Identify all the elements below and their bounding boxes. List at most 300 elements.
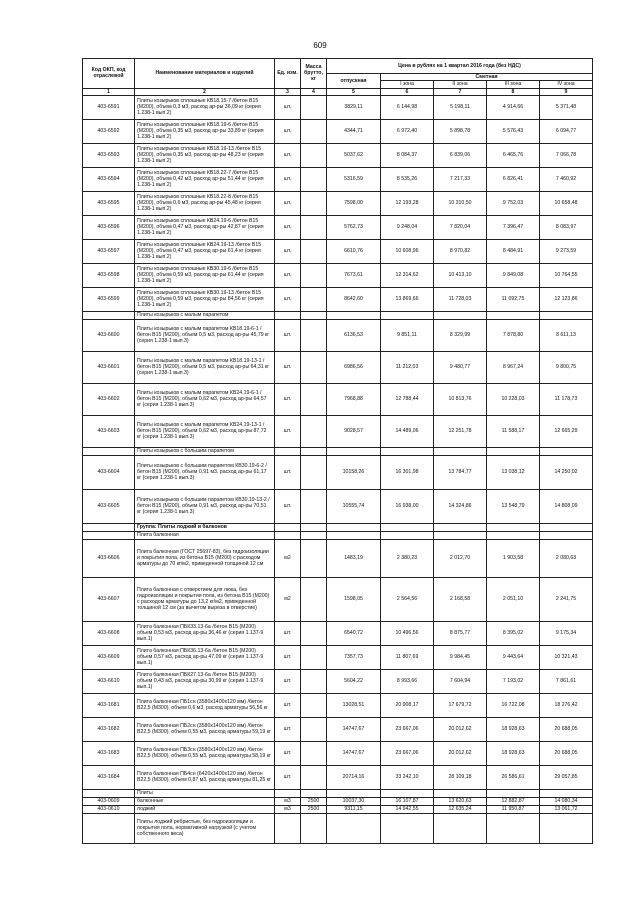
table-row [83, 95, 593, 119]
cell-zone-4-price: 10 764,55 [540, 263, 593, 287]
cell-zone-2-price: 6 839,06 [434, 143, 487, 167]
cell-zone-3-price: 13 038,12 [487, 455, 540, 489]
cell-zone-4-price: 5 371,48 [540, 95, 593, 119]
cell-unit: шт. [275, 621, 301, 645]
cell-empty [487, 447, 540, 455]
cell-mass [301, 447, 327, 455]
cell-zone-1-price: 9 248,04 [381, 215, 434, 239]
cell-release-price: 1598,05 [327, 577, 381, 621]
cell-zone-2-price: 12 635,24 [434, 805, 487, 813]
cell-code: 403-0610 [83, 805, 135, 813]
cell-unit: шт. [275, 239, 301, 263]
cell-unit: шт. [275, 717, 301, 741]
col-number: 1 [83, 88, 135, 95]
cell-zone-1-price: 12 788,44 [381, 383, 434, 415]
table-row [83, 805, 593, 813]
cell-mass [301, 669, 327, 693]
cell-zone-2-price: 8 970,82 [434, 239, 487, 263]
cell-zone-4-price: 12 123,86 [540, 287, 593, 311]
cell-code [83, 789, 135, 797]
cell-unit: шт. [275, 95, 301, 119]
cell-zone-3-price: 6 826,41 [487, 167, 540, 191]
table-row [83, 383, 593, 415]
cell-name: Плиты козырьков сплошные КВ18.22-8 /бетон В15 (М200), объем 0,6 м3, расход ар-ры 45,48 кг (серия 1.238-1 вып.2) [135, 191, 275, 215]
cell-zone-1-price: 2 564,56 [381, 577, 434, 621]
cell-release-price: 6986,56 [327, 351, 381, 383]
cell-unit: шт. [275, 383, 301, 415]
cell-unit: шт. [275, 319, 301, 351]
cell-mass [301, 693, 327, 717]
cell-code: 403-6608 [83, 621, 135, 645]
cell-zone-1-price: 20 908,17 [381, 693, 434, 717]
cell-zone-4-price: 9 175,34 [540, 621, 593, 645]
cell-zone-2-price: 9 984,45 [434, 645, 487, 669]
cell-name: Плита балконная ПБК36.13-6а /бетон В15 (М200) объем 0,57 м3, расход ар-ры 47,09 кг (серия 1.137-9 вып.1) [135, 645, 275, 669]
cell-code [83, 311, 135, 319]
cell-name: Плиты козырьков сплошные КВ18.19-6 /бетон В15 (М200), объем 0,35 м3, расход ар-ры 33,89 кг (серия 1.238-1 вып.2) [135, 119, 275, 143]
cell-unit: шт. [275, 765, 301, 789]
cell-zone-1-price: 13 869,66 [381, 287, 434, 311]
cell-zone-1-price: 8 535,26 [381, 167, 434, 191]
cell-mass [301, 621, 327, 645]
cell-release-price: 1483,19 [327, 539, 381, 577]
subgroup-title: Плита балконная [135, 531, 275, 539]
cell-code: 403-0609 [83, 797, 135, 805]
cell-name: лоджий [135, 805, 275, 813]
cell-unit [275, 813, 301, 843]
cell-empty [434, 531, 487, 539]
cell-code: 403-6596 [83, 215, 135, 239]
cell-zone-4-price: 13 061,72 [540, 805, 593, 813]
header-name: Наименование материалов и изделий [135, 59, 275, 89]
cell-mass [301, 415, 327, 447]
cell-zone-4-price: 9 800,75 [540, 351, 593, 383]
cell-name: Плита балконная ПБ1сн (3580х1400х120 мм) /бетон В22,5 (М300), объем 0,6 м3, расход арматуры 56,56 кг [135, 693, 275, 717]
cell-code: 403-6604 [83, 455, 135, 489]
cell-release-price: 6610,76 [327, 239, 381, 263]
cell-zone-1-price: 11 212,03 [381, 351, 434, 383]
cell-code [83, 447, 135, 455]
cell-zone-4-price: 14 080,34 [540, 797, 593, 805]
cell-mass [301, 191, 327, 215]
cell-zone-1-price: 16 938,00 [381, 489, 434, 523]
cell-empty [540, 789, 593, 797]
cell-mass [301, 263, 327, 287]
header-mass: Масса брутто, кг [301, 59, 327, 89]
table-row [83, 239, 593, 263]
cell-unit [275, 789, 301, 797]
cell-mass [301, 215, 327, 239]
header-price: Цена в рублях на 1 квартал 2016 года (без НДС) [327, 59, 593, 74]
cell-release-price: 10037,30 [327, 797, 381, 805]
cell-zone-3-price: 18 928,63 [487, 741, 540, 765]
cell-zone-4-price: 11 178,73 [540, 383, 593, 415]
cell-zone-1-price: 23 667,06 [381, 741, 434, 765]
cell-release-price: 9311,15 [327, 805, 381, 813]
cell-zone-2-price: 7 820,04 [434, 215, 487, 239]
cell-zone-4-price: 2 241,75 [540, 577, 593, 621]
table-row [83, 191, 593, 215]
cell-zone-4-price [540, 813, 593, 843]
subgroup-title: Плиты козырьков с большим парапетом [135, 447, 275, 455]
cell-zone-2-price: 2 168,58 [434, 577, 487, 621]
cell-code: 403-6607 [83, 577, 135, 621]
cell-zone-4-price: 20 688,05 [540, 717, 593, 741]
table-row [83, 287, 593, 311]
cell-mass [301, 143, 327, 167]
table-row [83, 669, 593, 693]
cell-release-price: 6136,53 [327, 319, 381, 351]
cell-zone-3-price: 7 878,80 [487, 319, 540, 351]
cell-name: Плиты козырьков с малым парапетом КВ24.19-6-1 /бетон В15 (М200), объем 0,62 м3, расход ар-ры 64,57 кг (серия 1.238-1 вып.3) [135, 383, 275, 415]
cell-zone-2-price: 5 898,78 [434, 119, 487, 143]
cell-unit: шт. [275, 143, 301, 167]
col-number: 6 [381, 88, 434, 95]
cell-zone-1-price: 16 301,98 [381, 455, 434, 489]
group-title: Группа: Плиты лоджий и балконов [135, 523, 275, 531]
cell-unit: шт. [275, 693, 301, 717]
cell-zone-3-price: 18 928,63 [487, 717, 540, 741]
cell-mass: 2500 [301, 797, 327, 805]
cell-zone-1-price: 33 242,10 [381, 765, 434, 789]
cell-mass [301, 95, 327, 119]
cell-zone-3-price: 5 576,43 [487, 119, 540, 143]
cell-name: Плиты козырьков сплошные КВ18.19-13 /бетон В15 (М200), объем 0,35 м3, расход ар-ры 48,23 кг (серия 1.238-1 вып.2) [135, 143, 275, 167]
cell-empty [487, 531, 540, 539]
cell-zone-3-price: 8 484,91 [487, 239, 540, 263]
subgroup-row [83, 447, 593, 455]
cell-zone-1-price: 12 314,62 [381, 263, 434, 287]
cell-name: Плиты козырьков с малым парапетом КВ24.19-13-1 /бетон В15 (М200), объем 0,62 м3, расход ар-ры 87,72 кг (серия 1.238-1 вып.3) [135, 415, 275, 447]
table-row [83, 577, 593, 621]
cell-release-price: 7968,88 [327, 383, 381, 415]
cell-empty [327, 523, 381, 531]
cell-mass [301, 489, 327, 523]
cell-zone-3-price: 6 465,76 [487, 143, 540, 167]
cell-code: 403-1683 [83, 741, 135, 765]
cell-code: 403-6597 [83, 239, 135, 263]
cell-unit: шт. [275, 455, 301, 489]
col-number: 8 [487, 88, 540, 95]
cell-name: Плита балконная ПБ2сн (3580х1400х120 мм) /бетон В22,5 (М300), объем 0,55 м3, расход арматуры 59,19 кг [135, 717, 275, 741]
group-row [83, 523, 593, 531]
subgroup-row [83, 531, 593, 539]
cell-mass [301, 523, 327, 531]
cell-name: Плиты козырьков с малым парапетом КВ18.19-13-1 /бетон В15 (М200), объем 0,5 м3, расход ар-ры 64,31 кг (серия 1.238-1 вып.3) [135, 351, 275, 383]
cell-release-price: 8642,60 [327, 287, 381, 311]
cell-zone-4-price: 6 094,77 [540, 119, 593, 143]
cell-empty [381, 789, 434, 797]
table-row [83, 143, 593, 167]
cell-zone-4-price: 10 658,48 [540, 191, 593, 215]
cell-zone-2-price: 28 109,18 [434, 765, 487, 789]
subgroup-row [83, 311, 593, 319]
cell-name: Плита балконная ПБ4сн (6420х1400х120 мм) /бетон В22,5 (М300), объем 0,87 м3, расход арматуры 81,25 кг [135, 765, 275, 789]
table-row [83, 415, 593, 447]
cell-zone-3-price [487, 813, 540, 843]
header-zone-4: IV зона [540, 81, 593, 88]
cell-zone-3-price: 26 586,61 [487, 765, 540, 789]
cell-empty [327, 311, 381, 319]
cell-unit: шт. [275, 287, 301, 311]
cell-zone-4-price: 14 250,02 [540, 455, 593, 489]
cell-empty [487, 311, 540, 319]
header-zone-1: I зона [381, 81, 434, 88]
cell-zone-2-price: 2 012,70 [434, 539, 487, 577]
cell-zone-2-price [434, 813, 487, 843]
table-row [83, 215, 593, 239]
header-zone-2: II зона [434, 81, 487, 88]
cell-zone-3-price: 4 914,66 [487, 95, 540, 119]
cell-release-price: 6540,72 [327, 621, 381, 645]
cell-zone-4-price: 7 460,92 [540, 167, 593, 191]
cell-zone-3-price: 8 967,24 [487, 351, 540, 383]
cell-zone-2-price: 20 012,62 [434, 717, 487, 741]
cell-unit [275, 531, 301, 539]
cell-empty [540, 523, 593, 531]
cell-mass [301, 717, 327, 741]
cell-zone-1-price: 12 193,28 [381, 191, 434, 215]
col-number: 7 [434, 88, 487, 95]
cell-empty [327, 789, 381, 797]
cell-name: Плита балконная ПБК33.13-6а /бетон В15 (М200) объем 0,53 м3, расход ар-ры 36,46 кг (серия 1.137-9 вып.1) [135, 621, 275, 645]
table-row [83, 645, 593, 669]
cell-name: Плиты козырьков сплошные КВ18.22-7 /бетон В15 (М200), объем 0,42 м3, расход ар-ры 51,44 кг (серия 1.238-1 вып.2) [135, 167, 275, 191]
cell-zone-2-price: 7 217,33 [434, 167, 487, 191]
cell-code [83, 813, 135, 843]
cell-zone-1-price: 23 667,06 [381, 717, 434, 741]
cell-name: Плиты козырьков сплошные КВ24.19-13 /бетон В15 (М200), объем 0,47 м3, расход ар-ры 61,4 кг (серия 1.238-1 вып.2) [135, 239, 275, 263]
cell-unit: шт. [275, 489, 301, 523]
cell-code: 403-6610 [83, 669, 135, 693]
cell-code: 403-1684 [83, 765, 135, 789]
cell-empty [434, 447, 487, 455]
cell-empty [540, 447, 593, 455]
cell-mass [301, 167, 327, 191]
cell-zone-3-price: 7 396,47 [487, 215, 540, 239]
cell-unit [275, 523, 301, 531]
cell-zone-4-price: 29 057,85 [540, 765, 593, 789]
cell-release-price: 7598,00 [327, 191, 381, 215]
cell-code: 403-6599 [83, 287, 135, 311]
cell-zone-3-price: 9 443,64 [487, 645, 540, 669]
cell-empty [381, 311, 434, 319]
cell-zone-1-price: 6 972,40 [381, 119, 434, 143]
header-unit: Ед. изм. [275, 59, 301, 89]
cell-empty [434, 789, 487, 797]
cell-release-price: 5762,73 [327, 215, 381, 239]
cell-zone-1-price: 2 380,23 [381, 539, 434, 577]
cell-unit [275, 311, 301, 319]
cell-zone-2-price: 5 198,11 [434, 95, 487, 119]
cell-zone-3-price: 8 395,02 [487, 621, 540, 645]
cell-unit: шт. [275, 215, 301, 239]
cell-release-price: 10158,26 [327, 455, 381, 489]
cell-unit: шт. [275, 669, 301, 693]
cell-zone-2-price: 7 604,94 [434, 669, 487, 693]
header-estimate: Сметная [381, 74, 593, 81]
cell-zone-1-price: 16 107,87 [381, 797, 434, 805]
cell-zone-3-price: 7 193,02 [487, 669, 540, 693]
subgroup-title: Плиты козырьков с малым парапетом [135, 311, 275, 319]
cell-zone-1-price: 11 807,69 [381, 645, 434, 669]
cell-unit: м2 [275, 539, 301, 577]
cell-zone-1-price: 6 144,98 [381, 95, 434, 119]
cell-zone-4-price: 7 861,61 [540, 669, 593, 693]
table-row [83, 489, 593, 523]
col-number: 9 [540, 88, 593, 95]
cell-name: балконные [135, 797, 275, 805]
cell-zone-3-price: 9 849,08 [487, 263, 540, 287]
cell-zone-2-price: 20 012,62 [434, 741, 487, 765]
cell-zone-1-price [381, 813, 434, 843]
cell-unit: шт. [275, 119, 301, 143]
cell-zone-1-price: 14 942,55 [381, 805, 434, 813]
cell-code: 403-6600 [83, 319, 135, 351]
cell-zone-2-price: 10 413,10 [434, 263, 487, 287]
cell-code: 403-6592 [83, 119, 135, 143]
header-release: отпускная [327, 74, 381, 89]
col-number: 4 [301, 88, 327, 95]
cell-mass [301, 765, 327, 789]
table-row [83, 167, 593, 191]
table-row [83, 351, 593, 383]
cell-empty [434, 523, 487, 531]
cell-zone-4-price: 8 083,97 [540, 215, 593, 239]
cell-zone-4-price: 20 688,05 [540, 741, 593, 765]
cell-name: Плиты козырьков сплошные КВ30.19-6 /бетон В15 (М200), объем 0,59 м3, расход ар-ры 61,44 кг (серия 1.238-1 вып.2) [135, 263, 275, 287]
cell-release-price: 5604,22 [327, 669, 381, 693]
table-row [83, 539, 593, 577]
table-row [83, 717, 593, 741]
cell-zone-2-price: 11 728,03 [434, 287, 487, 311]
table-body [83, 95, 593, 843]
table-row [83, 319, 593, 351]
cell-zone-3-price: 1 903,58 [487, 539, 540, 577]
cell-empty [434, 311, 487, 319]
cell-zone-3-price: 12 882,87 [487, 797, 540, 805]
col-number: 2 [135, 88, 275, 95]
cell-name: Плита балконная ПБК27.13-6а /бетон В15 (М200) объем 0,43 м3, расход ар-ры 30,99 кг (серия 1.137-9 вып.1) [135, 669, 275, 693]
cell-code: 403-6595 [83, 191, 135, 215]
cell-mass [301, 351, 327, 383]
cell-mass: 2500 [301, 805, 327, 813]
cell-mass [301, 741, 327, 765]
table-row [83, 797, 593, 805]
cell-release-price: 20714,16 [327, 765, 381, 789]
cell-unit: шт. [275, 351, 301, 383]
cell-mass [301, 311, 327, 319]
cell-zone-1-price: 8 084,37 [381, 143, 434, 167]
cell-mass [301, 577, 327, 621]
cell-unit: м3 [275, 805, 301, 813]
cell-zone-2-price: 8 329,99 [434, 319, 487, 351]
cell-release-price: 7673,61 [327, 263, 381, 287]
cell-code: 403-6602 [83, 383, 135, 415]
cell-mass [301, 645, 327, 669]
cell-zone-2-price: 10 310,50 [434, 191, 487, 215]
cell-mass [301, 531, 327, 539]
table-row [83, 263, 593, 287]
cell-zone-1-price: 14 489,06 [381, 415, 434, 447]
cell-code [83, 531, 135, 539]
table-row [83, 813, 593, 843]
cell-release-price: 14747,67 [327, 741, 381, 765]
cell-unit [275, 447, 301, 455]
cell-zone-4-price: 14 808,09 [540, 489, 593, 523]
cell-unit: м3 [275, 797, 301, 805]
cell-release-price: 13028,51 [327, 693, 381, 717]
cell-empty [381, 523, 434, 531]
cell-name: Плиты козырьков сплошные КВ24.19-6 /бетон В15 (М200), объем 0,47 м3, расход ар-ры 42,87 кг (серия 1.238-1 вып.2) [135, 215, 275, 239]
cell-mass [301, 119, 327, 143]
cell-zone-3-price: 11 588,17 [487, 415, 540, 447]
price-table [82, 58, 593, 844]
col-number: 3 [275, 88, 301, 95]
subgroup-title: Плиты [135, 789, 275, 797]
cell-mass [301, 319, 327, 351]
table-row [83, 455, 593, 489]
cell-code: 403-6601 [83, 351, 135, 383]
cell-code: 403-6594 [83, 167, 135, 191]
cell-zone-3-price: 10 228,03 [487, 383, 540, 415]
cell-release-price: 14747,67 [327, 717, 381, 741]
cell-zone-2-price: 13 620,63 [434, 797, 487, 805]
cell-mass [301, 455, 327, 489]
cell-code: 403-6609 [83, 645, 135, 669]
cell-name: Плита балконная (ГОСТ 25697-83), без гидроизоляции и покрытия пола, из бетона В15 (М200) с расходом арматуры до 70 кг/м2, приведенной толщиной 12 см [135, 539, 275, 577]
cell-mass [301, 287, 327, 311]
cell-code: 403-1681 [83, 693, 135, 717]
cell-release-price: 3829,11 [327, 95, 381, 119]
cell-name: Плита балконная с отверстием для люка, без гидроизоляции и покрытия пола, из бетона В15 (М200) с расходом арматуры до 13,2 кг/м2, приведенной толщиной 12 см (за вычетом выреза в отверстие) [135, 577, 275, 621]
cell-zone-2-price: 8 875,77 [434, 621, 487, 645]
cell-zone-4-price: 9 273,59 [540, 239, 593, 263]
cell-zone-4-price: 8 611,13 [540, 319, 593, 351]
cell-empty [327, 447, 381, 455]
cell-empty [381, 531, 434, 539]
cell-zone-2-price: 14 324,86 [434, 489, 487, 523]
cell-release-price: 5037,62 [327, 143, 381, 167]
cell-unit: шт. [275, 167, 301, 191]
table-row [83, 693, 593, 717]
page-number: 609 [313, 41, 327, 50]
cell-code: 403-6606 [83, 539, 135, 577]
header-code: Код ОКП, код отраслевой [83, 59, 135, 89]
cell-empty [381, 447, 434, 455]
cell-name: Плиты лоджий ребристые, без гидроизоляции и покрытия пола, нормативной нагрузкой (с учетом собственного веса) [135, 813, 275, 843]
cell-name: Плиты козырьков сплошные КВ30.19-13 /бетон В15 (М200), объем 0,59 м3, расход ар-ры 84,56 кг (серия 1.238-1 вып.2) [135, 287, 275, 311]
cell-release-price: 9028,57 [327, 415, 381, 447]
cell-release-price [327, 813, 381, 843]
col-number: 5 [327, 88, 381, 95]
cell-name: Плиты козырьков с большим парапетом КВ30.19-13-2 /бетон В15 (М200), объем 0,91 м3, расход ар-ры 70,51 кг (серия 1.238-1 вып.3) [135, 489, 275, 523]
cell-zone-3-price: 9 752,03 [487, 191, 540, 215]
cell-zone-2-price: 13 784,77 [434, 455, 487, 489]
cell-empty [540, 531, 593, 539]
header-zone-3: III зона [487, 81, 540, 88]
cell-unit: шт. [275, 645, 301, 669]
cell-zone-2-price: 12 251,78 [434, 415, 487, 447]
cell-zone-2-price: 17 679,72 [434, 693, 487, 717]
cell-release-price: 7357,73 [327, 645, 381, 669]
cell-unit: шт. [275, 191, 301, 215]
cell-zone-4-price: 10 321,43 [540, 645, 593, 669]
cell-unit: шт. [275, 415, 301, 447]
cell-empty [327, 531, 381, 539]
cell-code: 403-6591 [83, 95, 135, 119]
table-row [83, 765, 593, 789]
